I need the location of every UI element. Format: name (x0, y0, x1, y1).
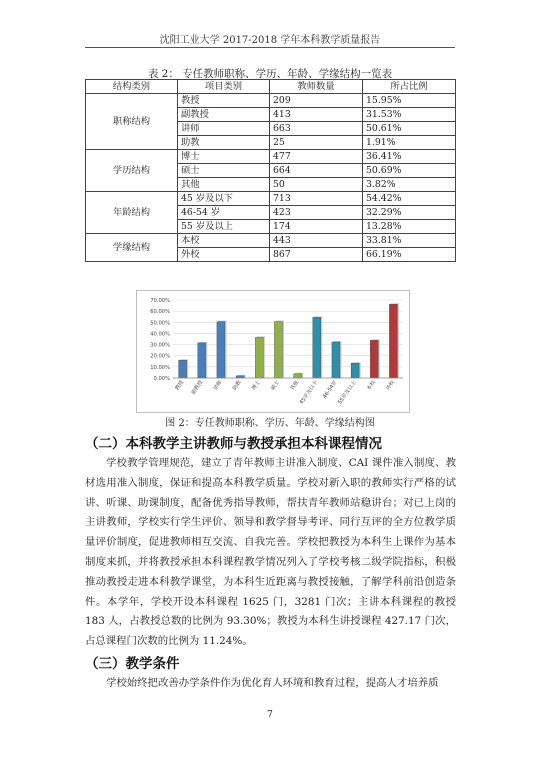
page-header: 沈阳工业大学 2017-2018 学年本科教学质量报告 (159, 35, 381, 46)
bar-chart (137, 291, 409, 412)
cell-count: 413 (270, 108, 363, 122)
cell-pct: 50.69% (363, 164, 456, 178)
column-header: 项目类别 (178, 80, 270, 94)
x-tick-label: 本校 (366, 379, 377, 392)
bar (332, 342, 340, 378)
cell-count: 209 (270, 94, 363, 108)
cell-pct: 33.81% (363, 234, 456, 248)
cell-count: 174 (270, 220, 363, 234)
table-row (86, 150, 456, 164)
y-tick-label: 40.00% (150, 331, 170, 338)
cell-pct: 66.19% (363, 248, 456, 262)
teacher-structure-table (85, 79, 456, 262)
y-tick-label: 50.00% (150, 320, 170, 327)
cell-pct: 13.28% (363, 220, 456, 234)
bar (389, 304, 397, 378)
y-tick-label: 30.00% (150, 342, 170, 349)
cell-item: 硕士 (178, 164, 270, 178)
column-header: 结构类别 (86, 80, 178, 94)
cell-item: 博士 (178, 150, 270, 164)
cell-item: 55 岁及以上 (178, 220, 270, 234)
cell-item: 副教授 (178, 108, 270, 122)
cell-pct: 15.95% (363, 94, 456, 108)
cell-item: 其他 (178, 178, 270, 192)
y-tick-label: 20.00% (150, 353, 170, 360)
bar (294, 374, 302, 378)
bar-chart-frame (136, 290, 410, 413)
table-caption: 表 2： 专任教师职称、学历、年龄、学缘结构一览表 (147, 68, 393, 80)
cell-pct: 3.82% (363, 178, 456, 192)
y-tick-label: 0.00% (153, 376, 170, 382)
cell-count: 663 (270, 122, 363, 136)
cell-pct: 32.29% (363, 206, 456, 220)
bar (198, 343, 206, 378)
x-tick-label: 博士 (251, 379, 262, 392)
bar (370, 340, 378, 378)
cell-item: 助教 (178, 136, 270, 150)
y-tick-label: 60.00% (150, 309, 170, 316)
cell-count: 50 (270, 178, 363, 192)
x-tick-label: 55岁及以上 (337, 379, 358, 406)
x-tick-label: 46-54岁 (322, 379, 339, 400)
cell-pct: 36.41% (363, 150, 456, 164)
table-header-row (86, 80, 456, 94)
x-tick-label: 助教 (231, 379, 243, 392)
bar (274, 322, 282, 378)
bar (351, 363, 359, 378)
bar (217, 322, 225, 378)
group-label: 职称结构 (86, 94, 178, 150)
bar (255, 337, 263, 378)
cell-item: 本校 (178, 234, 270, 248)
table-row (86, 234, 456, 248)
cell-count: 664 (270, 164, 363, 178)
y-tick-label: 70.00% (150, 298, 170, 304)
cell-pct: 54.42% (363, 192, 456, 206)
x-tick-label: 其他 (289, 379, 301, 392)
group-label: 年龄结构 (86, 192, 178, 234)
group-label: 学历结构 (86, 150, 178, 192)
x-tick-label: 讲师 (212, 379, 224, 392)
cell-count: 423 (270, 206, 363, 220)
column-header: 所占比例 (363, 80, 456, 94)
figure-caption: 图 2：专任教师职称、学历、年龄、学缘结构图 (165, 418, 375, 429)
cell-pct: 1.91% (363, 136, 456, 150)
x-tick-label: 外校 (385, 379, 397, 392)
cell-count: 25 (270, 136, 363, 150)
bar (313, 317, 321, 378)
x-tick-label: 副教授 (190, 379, 205, 396)
cell-item: 45 岁及以下 (178, 192, 270, 206)
cell-pct: 50.61% (363, 122, 456, 136)
section-paragraph: 学校教学管理规范，建立了青年教师主讲准入制度、CAI 课件准入制度、教材选用准入制度，保证和提高本科教学质量。学校对新入职的教师实行严格的试讲、听课、助课制度，配备优秀指导教师，帮扶青年教师站稳讲台；对已上岗的主讲教师，学校实行学生评价、领导和教学督导考评、同行互评的全方位教学质量评价制度，促进教师相互交流、自我完善。学校把教授为本科生上课作为基本制度来抓，并将教授承担本科课程教学情况列入了学校考核二级学院指标，积极推动教授走进本科教学课堂，为本科生近距离与教授接触，了解学科前沿创造条件。本学年，学校开设本科课程 1625 门，3281 门次；主讲本科课程的教授 183 人，占教授总数的比例为 93.30%；教授为本科生讲授课程 427.17 门次，占总课程门次数的比例为 11.24%。 (85, 457, 456, 648)
bar (179, 360, 187, 378)
cell-count: 867 (270, 248, 363, 262)
cell-item: 46-54 岁 (178, 206, 270, 220)
cell-pct: 31.53% (363, 108, 456, 122)
section-heading: （三）教学条件 (85, 656, 180, 672)
table-row (86, 192, 456, 206)
x-tick-label: 45岁及以下 (298, 379, 320, 406)
page-number: 7 (267, 710, 273, 720)
group-label: 学缘结构 (86, 234, 178, 262)
cell-count: 477 (270, 150, 363, 164)
cell-item: 讲师 (178, 122, 270, 136)
section-paragraph: 学校始终把改善办学条件作为优化育人环境和教育过程，提高人才培养质 (106, 677, 439, 689)
cell-count: 713 (270, 192, 363, 206)
header-rule (85, 47, 455, 48)
y-tick-label: 10.00% (150, 364, 170, 371)
table-row (86, 94, 456, 108)
cell-item: 教授 (178, 94, 270, 108)
cell-item: 外校 (178, 248, 270, 262)
x-tick-label: 硕士 (270, 379, 282, 392)
cell-count: 443 (270, 234, 363, 248)
section-heading: （二）本科教学主讲教师与教授承担本科课程情况 (85, 436, 382, 452)
column-header: 教师数量 (270, 80, 363, 94)
x-tick-label: 教授 (174, 379, 186, 392)
